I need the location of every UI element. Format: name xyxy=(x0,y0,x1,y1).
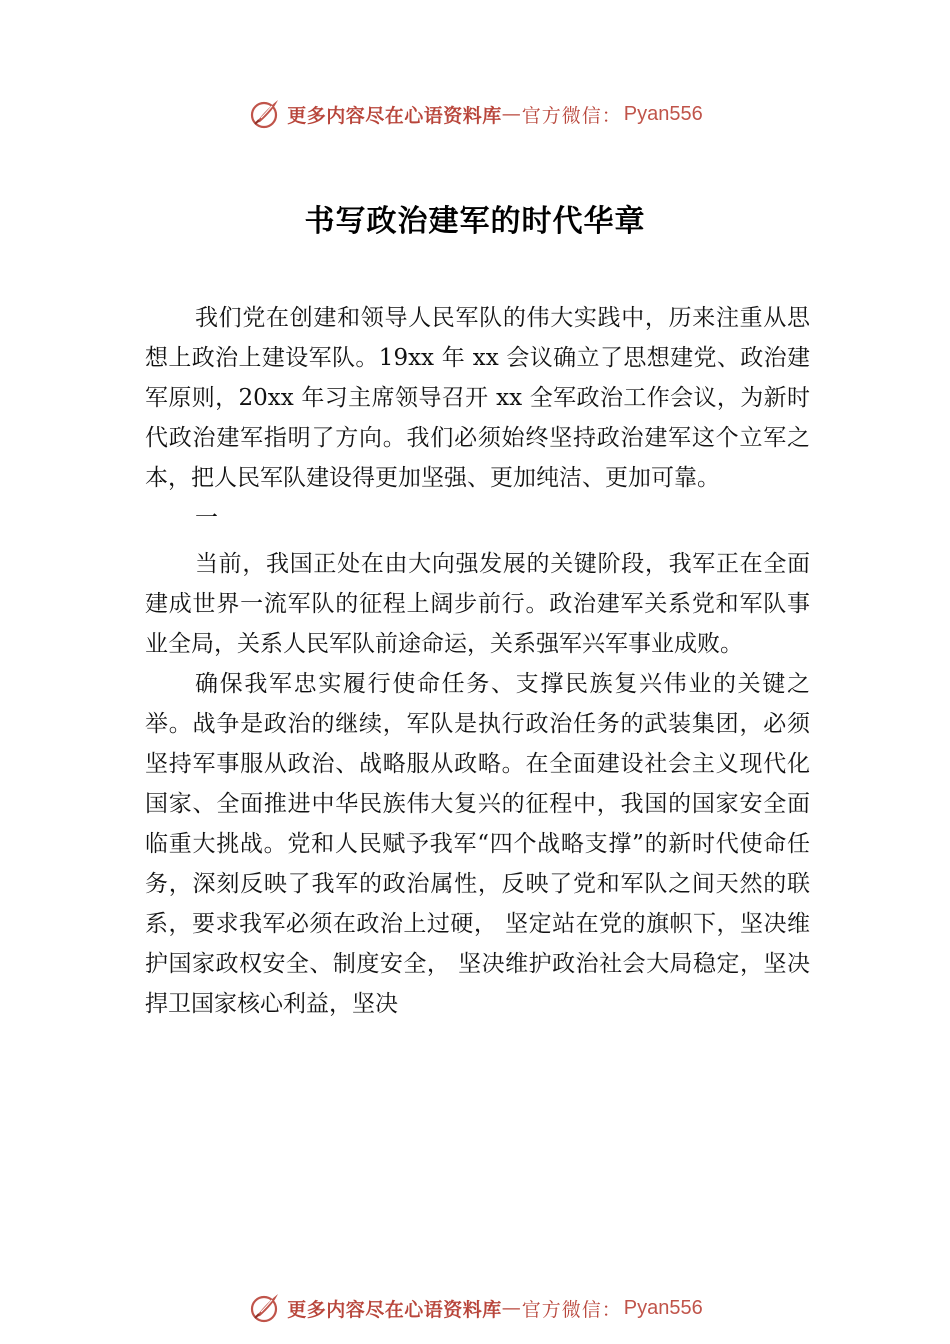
paragraph-mission: 确保我军忠实履行使命任务、支撑民族复兴伟业的关键之举。战争是政治的继续，军队是执行政治任务的武装集团，必须坚持军事服从政治、战略服从政略。在全面建设社会主义现代化国家、全面推进中华民族伟大复兴的征程中，我国的国家安全面临重大挑战。党和人民赋予我军“四个战略支撑”的新时代使命任务，深刻反映了我军的政治属性，反映了党和军队之间天然的联系，要求我军必须在政治上过硬， 坚定站在党的旗帜下，坚决维护国家政权安全、制度安全， 坚决维护政治社会大局稳定，坚决捍卫国家核心利益，坚决 xyxy=(145,671,810,1017)
watermark-brand: 更多内容尽在心语资料库 xyxy=(287,1298,502,1321)
quill-logo-icon xyxy=(247,96,283,132)
watermark-separator: — xyxy=(501,103,522,125)
footer-watermark xyxy=(0,1288,950,1328)
paragraph-intro: 我们党在创建和领导人民军队的伟大实践中，历来注重从思想上政治上建设军队。19xx 年 xx 会议确立了思想建党、政治建军原则，20xx 年习主席领导召开 xx 全军政治工作会议，为新时代政治建军指明了方向。我们必须始终坚持政治建军这个立军之本，把人民军队建设得更加坚强、更加纯洁、更加可靠。 xyxy=(145,305,810,491)
document-body xyxy=(145,298,810,1024)
watermark-separator: — xyxy=(501,1297,522,1319)
watermark-brand: 更多内容尽在心语资料库 xyxy=(287,104,502,127)
section-heading-one: 一 xyxy=(195,505,218,531)
watermark-label: 官方微信： xyxy=(521,1298,622,1321)
header-watermark xyxy=(0,94,950,134)
paragraph-current-stage: 当前，我国正处在由大向强发展的关键阶段，我军正在全面建成世界一流军队的征程上阔步前行。政治建军关系党和军队事业全局，关系人民军队前途命运，关系强军兴军事业成败。 xyxy=(145,551,810,657)
watermark-account: Pyan556 xyxy=(623,102,703,125)
watermark-account: Pyan556 xyxy=(623,1296,703,1319)
watermark-label: 官方微信： xyxy=(521,104,622,127)
page-title: 书写政治建军的时代华章 xyxy=(304,204,646,239)
quill-logo-icon xyxy=(247,1290,283,1326)
